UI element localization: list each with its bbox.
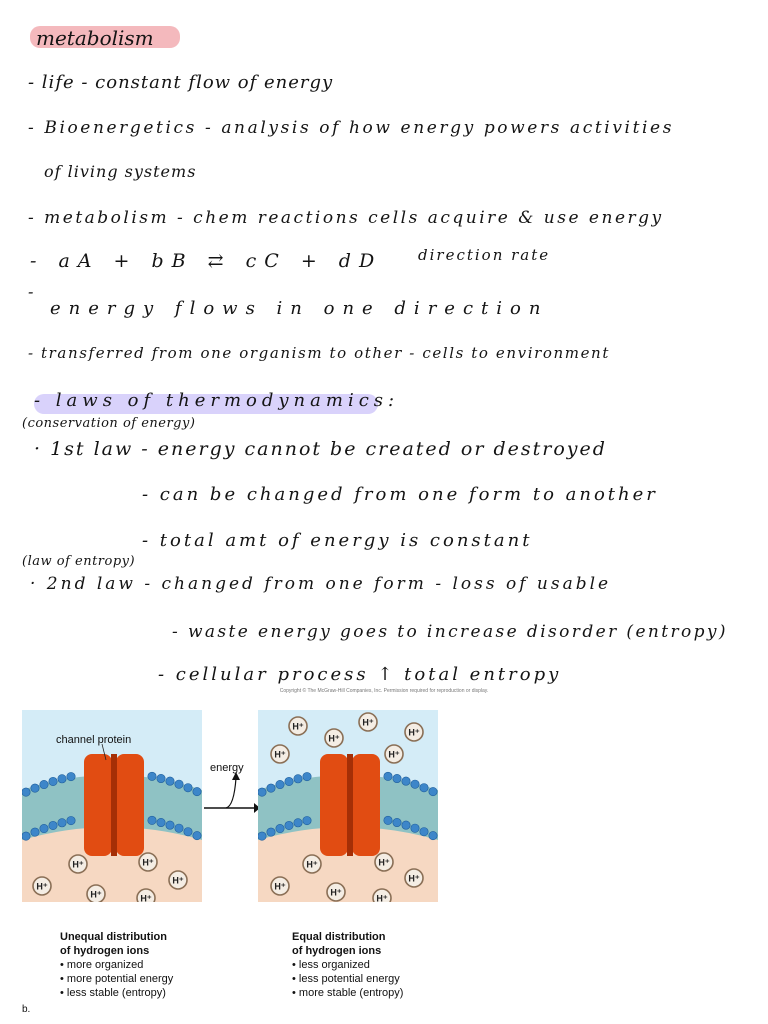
phospholipid-head xyxy=(166,777,174,785)
hydrogen-ion-label: H⁺ xyxy=(172,875,184,886)
note-line: - xyxy=(28,282,34,301)
hydrogen-ion xyxy=(137,889,155,902)
phospholipid-head xyxy=(31,828,39,836)
left-caption-bullet: • more organized xyxy=(60,959,144,971)
phospholipid-head xyxy=(303,772,311,780)
note-line: (law of entropy) xyxy=(22,554,136,569)
phospholipid-head xyxy=(175,824,183,832)
phospholipid-head xyxy=(49,777,57,785)
note-line: energy flows in one direction xyxy=(50,298,549,319)
phospholipid-head xyxy=(258,832,266,840)
note-line: (conservation of energy) xyxy=(22,416,196,431)
hydrogen-ion-label: H⁺ xyxy=(328,733,340,744)
right-caption-bullet: • less potential energy xyxy=(292,973,400,985)
channel-protein-label: channel protein xyxy=(56,734,132,746)
phospholipid-head xyxy=(429,787,437,795)
phospholipid-head xyxy=(267,784,275,792)
hydrogen-ion xyxy=(139,853,157,871)
phospholipid-head xyxy=(393,818,401,826)
note-line: - waste energy goes to increase disorder (entropy) xyxy=(172,622,728,642)
right-caption-heading: of hydrogen ions xyxy=(292,945,382,957)
phospholipid-head xyxy=(276,824,284,832)
hydrogen-ion xyxy=(271,745,289,763)
left-caption xyxy=(60,930,173,1000)
phospholipid-head xyxy=(22,832,30,840)
left-caption-heading: Unequal distribution xyxy=(60,931,167,943)
phospholipid-head xyxy=(22,788,30,796)
phospholipid-head xyxy=(31,784,39,792)
note-line: direction rate xyxy=(418,246,551,264)
phospholipid-head xyxy=(411,824,419,832)
phospholipid-head xyxy=(285,821,293,829)
phospholipid-head xyxy=(402,821,410,829)
hydrogen-ion-label: H⁺ xyxy=(36,881,48,892)
hydrogen-ion-label: H⁺ xyxy=(274,749,286,760)
phospholipid-head xyxy=(148,772,156,780)
hydrogen-ion-label: H⁺ xyxy=(142,857,154,868)
right-caption xyxy=(292,930,403,1000)
left-caption-bullet: • less stable (entropy) xyxy=(60,987,166,999)
phospholipid-head xyxy=(166,821,174,829)
hydrogen-ion xyxy=(359,713,377,731)
phospholipid-head xyxy=(184,783,192,791)
phospholipid-head xyxy=(157,774,165,782)
phospholipid-head xyxy=(40,780,48,788)
hydrogen-ion-label: H⁺ xyxy=(388,749,400,760)
phospholipid-head xyxy=(420,783,428,791)
hydrogen-ion-label: H⁺ xyxy=(274,881,286,892)
note-line: · 2nd law - changed from one form - loss of usable xyxy=(30,574,612,594)
notes-title: metabolism xyxy=(36,26,154,50)
left-caption-bullet: • more potential energy xyxy=(60,973,174,985)
phospholipid-head xyxy=(303,816,311,824)
note-line: - cellular process ↑ total entropy xyxy=(158,664,562,685)
phospholipid-head xyxy=(384,772,392,780)
phospholipid-head xyxy=(285,777,293,785)
phospholipid-head xyxy=(49,821,57,829)
hydrogen-ion-label: H⁺ xyxy=(306,859,318,870)
hydrogen-ion-label: H⁺ xyxy=(376,893,388,902)
phospholipid-head xyxy=(40,824,48,832)
phospholipid-head xyxy=(276,780,284,788)
note-equation: - aA + bB ⇄ cC + dD xyxy=(30,250,383,272)
phospholipid-head xyxy=(58,775,66,783)
phospholipid-head xyxy=(67,816,75,824)
hydrogen-ion-label: H⁺ xyxy=(140,893,152,902)
hydrogen-ion xyxy=(405,869,423,887)
right-caption-bullet: • less organized xyxy=(292,959,370,971)
hydrogen-ion-label: H⁺ xyxy=(330,887,342,898)
hydrogen-ion-label: H⁺ xyxy=(362,717,374,728)
phospholipid-head xyxy=(384,816,392,824)
hydrogen-ion xyxy=(373,889,391,902)
note-line: · 1st law - energy cannot be created or destroyed xyxy=(34,438,607,460)
hydrogen-ion-label: H⁺ xyxy=(90,889,102,900)
phospholipid-head xyxy=(429,831,437,839)
right-panel xyxy=(258,710,438,902)
phospholipid-head xyxy=(184,827,192,835)
hydrogen-ion xyxy=(385,745,403,763)
note-line: - can be changed from one form to another xyxy=(142,484,658,505)
phospholipid-head xyxy=(258,788,266,796)
hydrogen-ion-label: H⁺ xyxy=(378,857,390,868)
membrane-figure xyxy=(0,686,768,1024)
note-line: of living systems xyxy=(44,162,197,181)
right-caption-bullet: • more stable (entropy) xyxy=(292,987,404,999)
left-panel xyxy=(22,710,202,902)
phospholipid-head xyxy=(294,819,302,827)
hydrogen-ion xyxy=(33,877,51,895)
energy-label: energy xyxy=(210,762,244,774)
phospholipid-head xyxy=(157,818,165,826)
phospholipid-head xyxy=(67,772,75,780)
hydrogen-ion-label: H⁺ xyxy=(292,721,304,732)
hydrogen-ion xyxy=(303,855,321,873)
hydrogen-ion xyxy=(375,853,393,871)
note-line: - total amt of energy is constant xyxy=(142,530,533,551)
hydrogen-ion-label: H⁺ xyxy=(408,873,420,884)
hydrogen-ion xyxy=(327,883,345,901)
phospholipid-head xyxy=(294,775,302,783)
hydrogen-ion-label: H⁺ xyxy=(72,859,84,870)
note-line: - Bioenergetics - analysis of how energy powers activities xyxy=(28,118,675,138)
hydrogen-ion xyxy=(325,729,343,747)
energy-arrow xyxy=(200,746,260,816)
phospholipid-head xyxy=(420,827,428,835)
copyright-notice: Copyright © The McGraw-Hill Companies, Inc. Permission required for reproduction or display. xyxy=(279,688,489,694)
hydrogen-ion-label: H⁺ xyxy=(408,727,420,738)
right-panel-illustration xyxy=(258,710,438,902)
hydrogen-ion xyxy=(271,877,289,895)
phospholipid-head xyxy=(193,831,201,839)
right-caption-heading: Equal distribution xyxy=(292,931,386,943)
hydrogen-ion xyxy=(69,855,87,873)
hydrogen-ion xyxy=(169,871,187,889)
phospholipid-head xyxy=(175,780,183,788)
phospholipid-head xyxy=(393,774,401,782)
note-line: - metabolism - chem reactions cells acquire & use energy xyxy=(28,208,664,228)
left-caption-heading: of hydrogen ions xyxy=(60,945,150,957)
phospholipid-head xyxy=(58,819,66,827)
phospholipid-head xyxy=(148,816,156,824)
phospholipid-head xyxy=(402,777,410,785)
figure-panel-label: b. xyxy=(22,1004,31,1015)
note-line: - transferred from one organism to other - cells to environment xyxy=(28,344,610,362)
hydrogen-ion xyxy=(87,885,105,902)
phospholipid-head xyxy=(411,780,419,788)
phospholipid-head xyxy=(267,828,275,836)
note-line: - life - constant flow of energy xyxy=(28,72,334,93)
note-line: - laws of thermodynamics: xyxy=(34,390,400,411)
hydrogen-ion xyxy=(289,717,307,735)
hydrogen-ion xyxy=(405,723,423,741)
